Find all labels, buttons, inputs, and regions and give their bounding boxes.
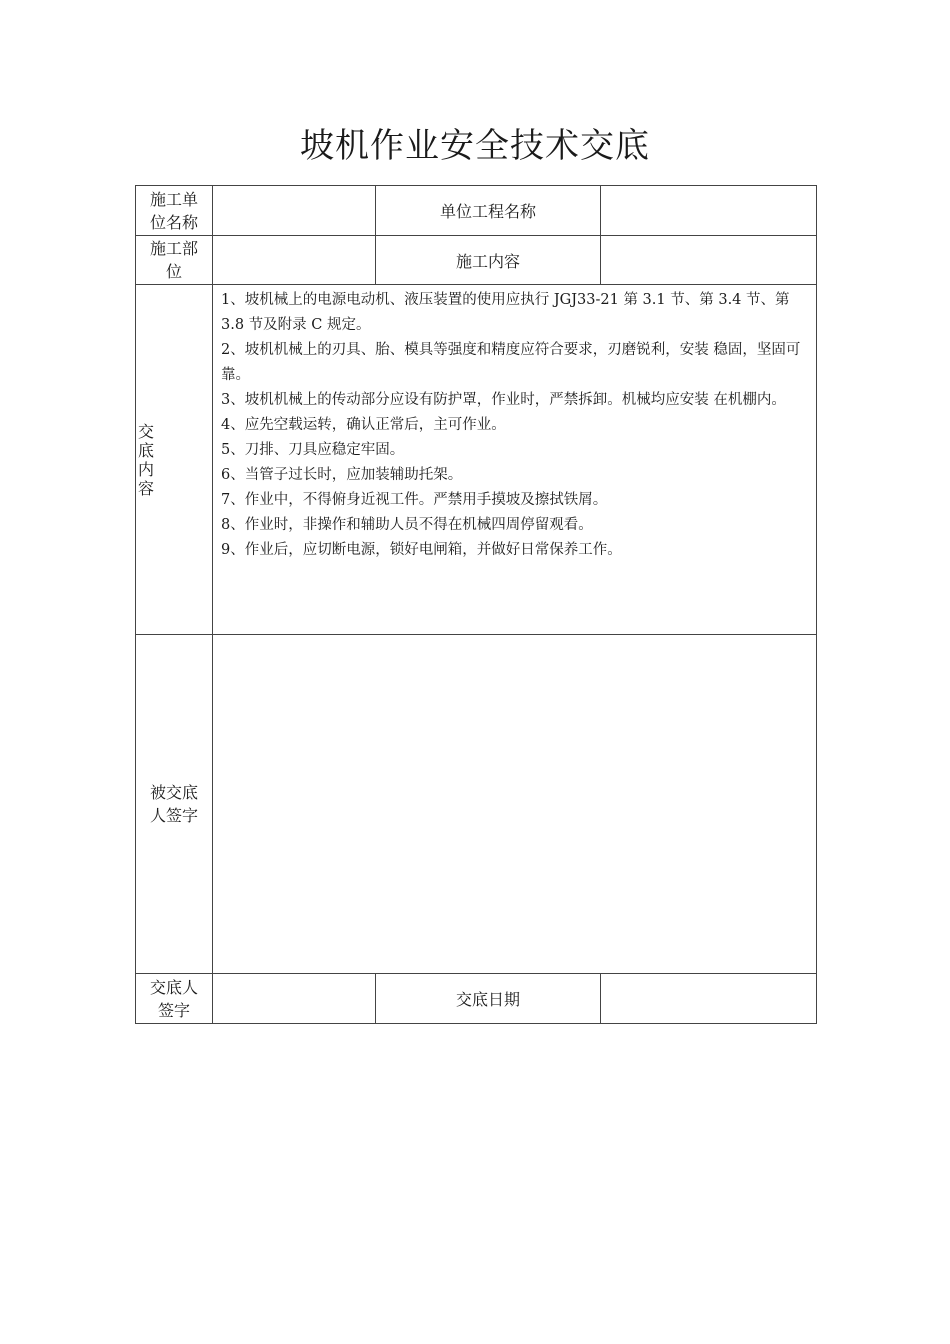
field-unit-name[interactable] <box>213 186 376 236</box>
form-row-dept <box>136 236 817 285</box>
briefing-item: 6、当管子过长时，应加装辅助托架。 <box>221 467 463 483</box>
label-briefing-content-char-4: 容 <box>138 478 155 498</box>
field-project-name[interactable] <box>601 186 817 236</box>
label-unit-name-line-2: 位名称 <box>149 212 198 232</box>
label-briefer-sign-line-2: 签字 <box>157 1000 190 1020</box>
label-briefer-sign <box>136 974 213 1024</box>
briefing-content-body <box>213 285 817 635</box>
briefing-form-table <box>135 185 817 1024</box>
label-work-content: 施工内容 <box>376 236 601 285</box>
label-dept-line-2: 位 <box>165 262 182 281</box>
briefing-item: 2、坡机机械上的刃具、胎、模具等强度和精度应符合要求，刃磨锐利，安装 稳固，坚固可靠。 <box>221 342 801 383</box>
label-project-name: 单位工程名称 <box>376 186 601 236</box>
label-briefing-content-char-2: 底 <box>138 440 155 460</box>
field-briefing-date[interactable] <box>601 974 817 1024</box>
field-recipient-sign[interactable] <box>213 635 817 974</box>
label-recipient-sign <box>136 635 213 974</box>
label-briefing-date: 交底日期 <box>376 974 601 1024</box>
form-row-unit <box>136 186 817 236</box>
form-row-recipient-sign <box>136 635 817 974</box>
briefing-item: 7、作业中，不得俯身近视工件。严禁用手摸坡及擦拭铁屑。 <box>221 492 608 508</box>
briefing-item: 8、作业时，非操作和辅助人员不得在机械四周停留观看。 <box>221 517 593 533</box>
briefing-item: 9、作业后，应切断电源，锁好电闸箱，并做好日常保养工作。 <box>221 542 622 558</box>
briefing-item: 1、坡机械上的电源电动机、液压装置的使用应执行 JGJ33-21 第 3.1 节、第 3.4 节、第 3.8 节及附录 C 规定。 <box>221 292 790 333</box>
label-briefing-content-char-3: 内 <box>138 459 155 479</box>
briefing-item: 3、坡机机械上的传动部分应设有防护罩，作业时，严禁拆卸。机械均应安装 在机棚内。 <box>221 392 786 408</box>
briefing-item: 4、应先空载运转，确认正常后，主可作业。 <box>221 417 506 433</box>
form-row-content <box>136 285 817 635</box>
label-recipient-sign-line-2: 人签字 <box>149 806 198 825</box>
label-dept <box>136 236 213 285</box>
label-dept-line-1: 施工部 <box>149 239 198 258</box>
label-briefer-sign-line-1: 交底人 <box>149 977 198 997</box>
label-unit-name-line-1: 施工单 <box>149 189 198 209</box>
field-briefer-sign[interactable] <box>213 974 376 1024</box>
briefing-item: 5、刀排、刀具应稳定牢固。 <box>221 442 405 458</box>
field-dept[interactable] <box>213 236 376 285</box>
field-work-content[interactable] <box>601 236 817 285</box>
document-title: 坡机作业安全技术交底 <box>300 126 650 166</box>
label-unit-name <box>136 186 213 236</box>
label-briefing-content-char-1: 交 <box>138 421 155 441</box>
label-briefing-content <box>136 285 213 635</box>
label-recipient-sign-line-1: 被交底 <box>149 783 198 802</box>
form-row-briefer <box>136 974 817 1024</box>
